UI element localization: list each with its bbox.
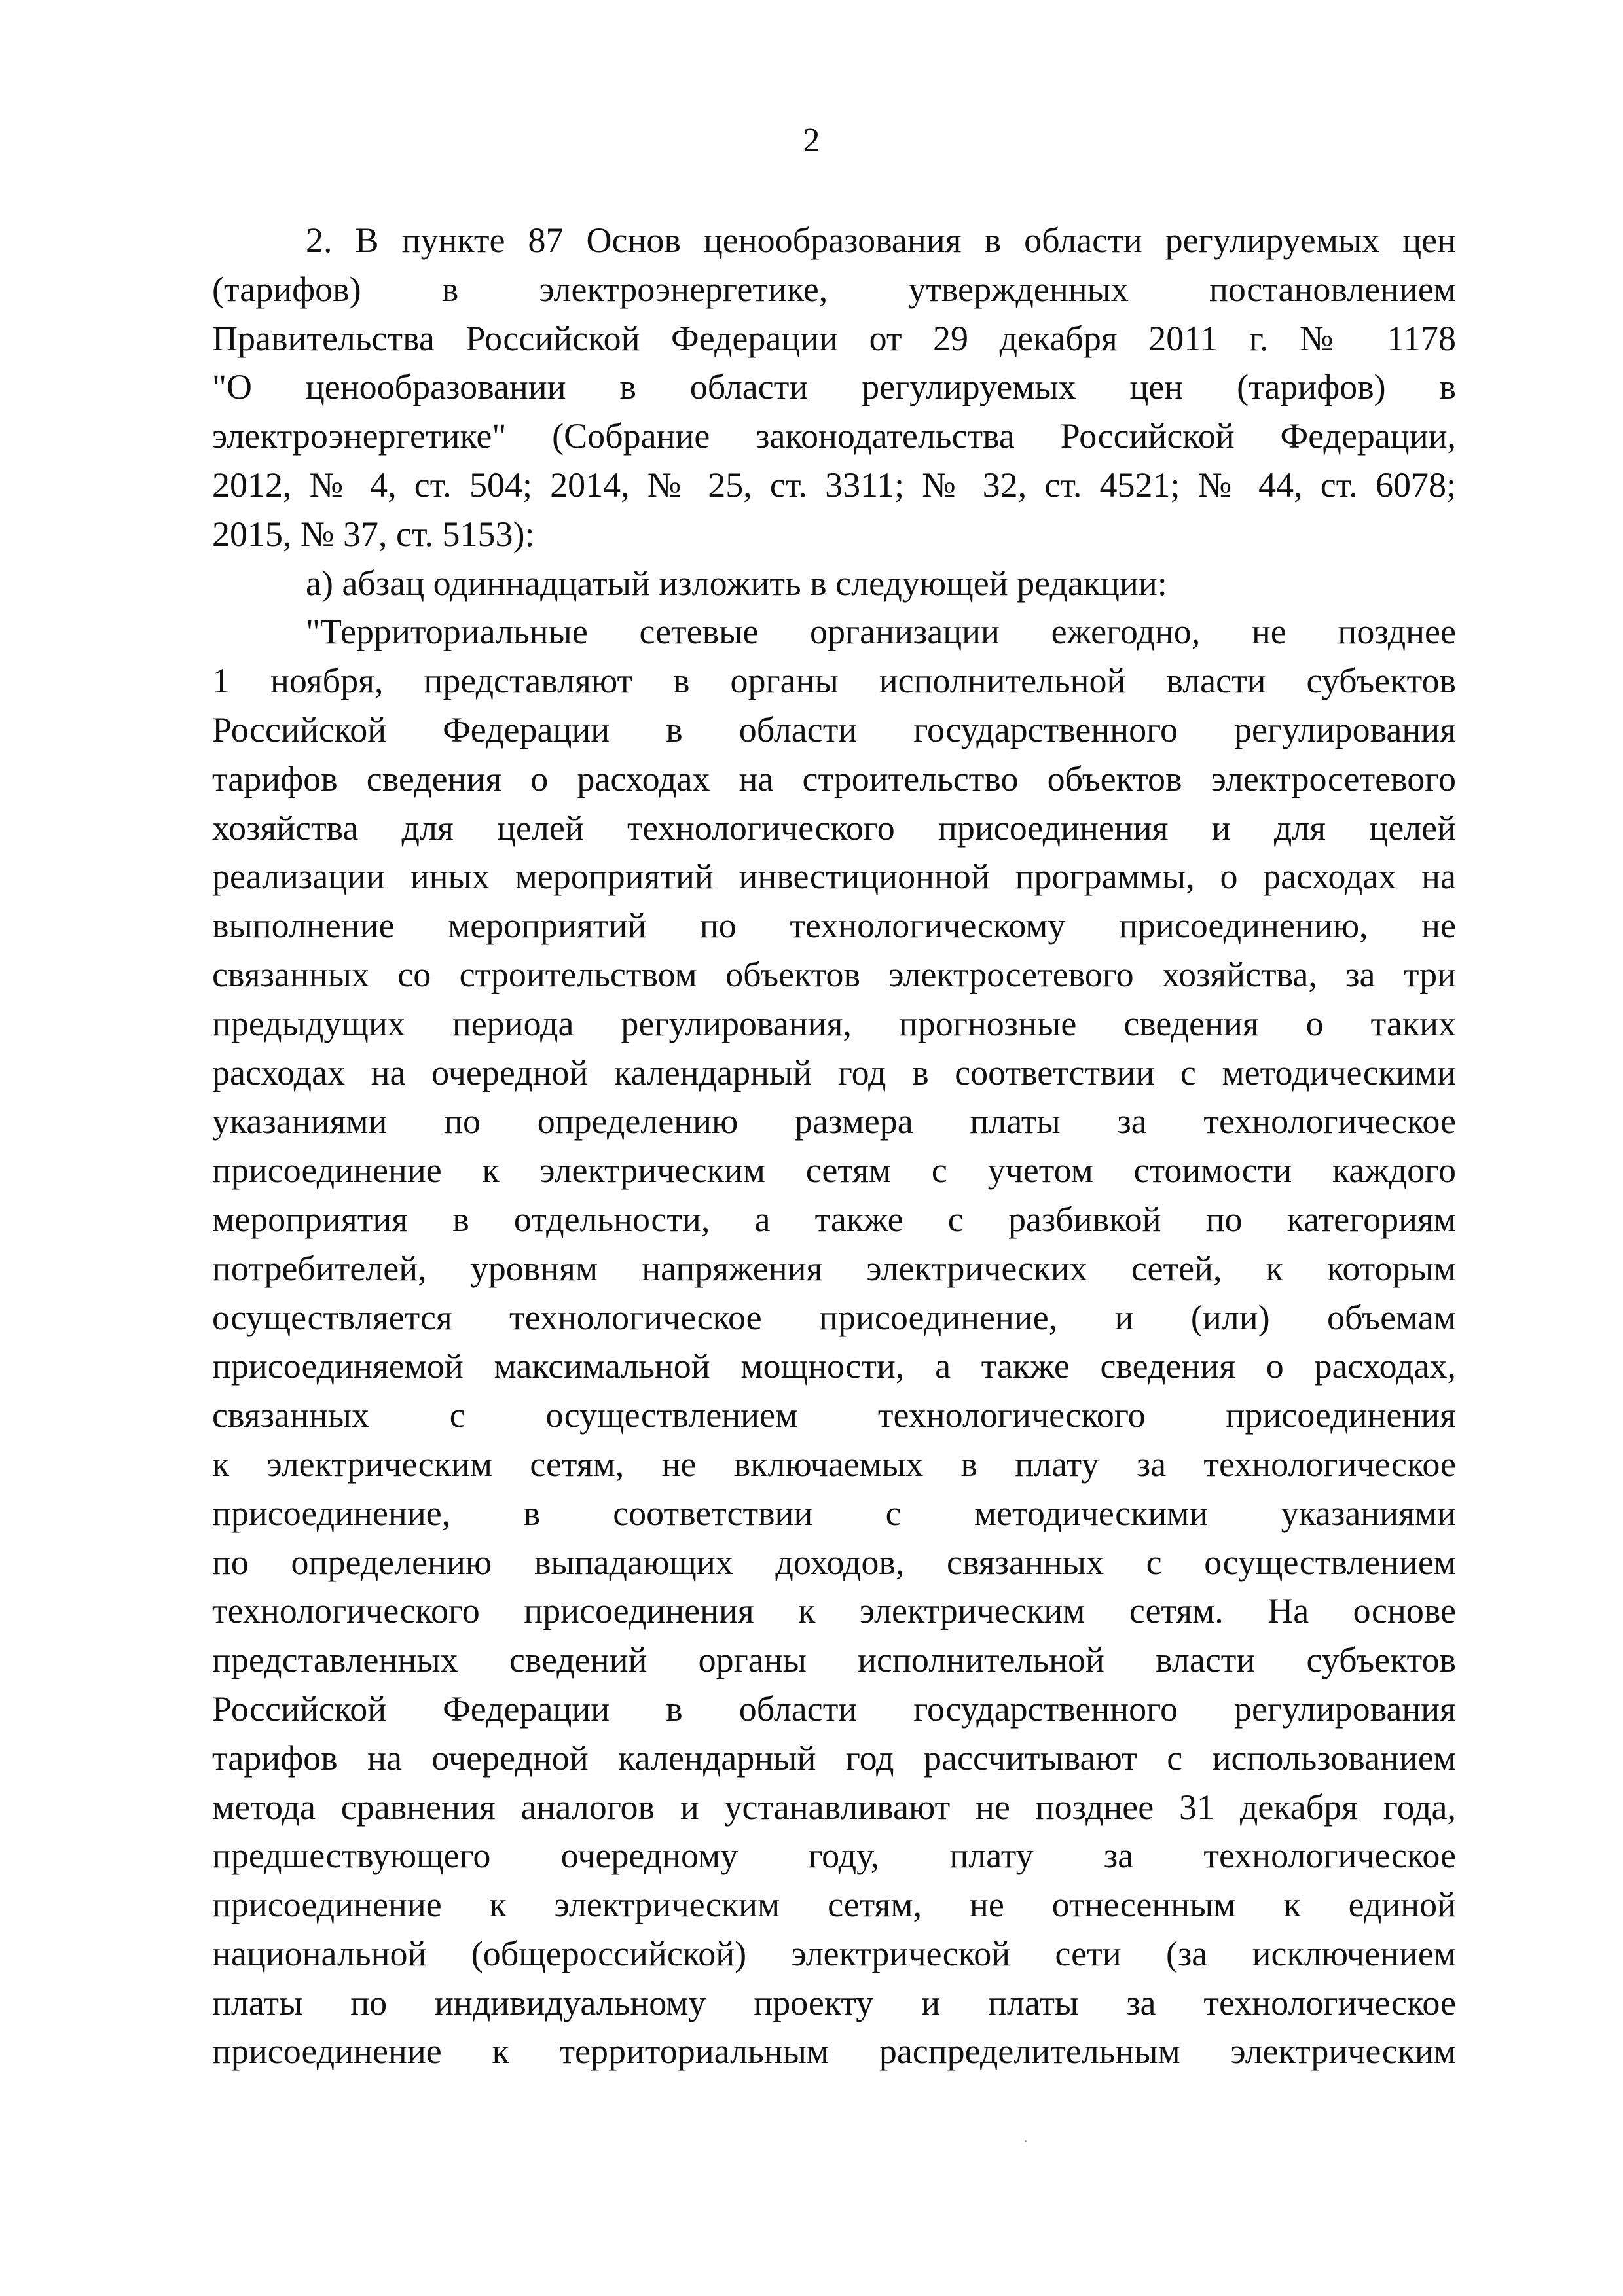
text-line: Российской Федерации в области государственного регулирования [212, 1689, 1456, 1729]
text-line: предыдущих периода регулирования, прогнозные сведения о таких [212, 1003, 1456, 1043]
text-line: присоединение к электрическим сетям с учетом стоимости каждого [212, 1151, 1456, 1191]
text-line: связанных с осуществлением технологического присоединения [212, 1395, 1456, 1435]
scan-speck [1025, 2140, 1027, 2142]
text-line: связанных со строительством объектов электросетевого хозяйства, за три [212, 954, 1456, 994]
text-line: электроэнергетике" (Собрание законодательства Российской Федерации, [212, 416, 1456, 456]
text-line: Российской Федерации в области государственного регулирования [212, 709, 1456, 749]
text-line: 2. В пункте 87 Основ ценообразования в области регулируемых цен [306, 221, 1456, 260]
text-line: представленных сведений органы исполнительной власти субъектов [212, 1640, 1456, 1680]
text-line: тарифов сведения о расходах на строительство объектов электросетевого [212, 759, 1456, 798]
text-line: 1 ноября, представляют в органы исполнительной власти субъектов [212, 661, 1456, 701]
text-line: 2012, № 4, ст. 504; 2014, № 25, ст. 3311; № 32, ст. 4521; № 44, ст. 6078; [212, 465, 1456, 505]
text-line: к электрическим сетям, не включаемых в плату за технологическое [212, 1444, 1456, 1484]
text-line: платы по индивидуальному проекту и платы за технологическое [212, 1982, 1456, 2022]
text-line: осуществляется технологическое присоединение, и (или) объемам [212, 1297, 1456, 1337]
text-line: присоединяемой максимальной мощности, а также сведения о расходах, [212, 1346, 1456, 1386]
text-line: технологического присоединения к электрическим сетям. На основе [212, 1591, 1456, 1631]
text-line: 2015, № 37, ст. 5153): [212, 514, 535, 554]
text-line: потребителей, уровням напряжения электрических сетей, к которым [212, 1248, 1456, 1288]
text-line: Правительства Российской Федерации от 29 декабря 2011 г. № 1178 [212, 318, 1456, 358]
page-number: 2 [803, 122, 820, 159]
text-line: национальной (общероссийской) электрической сети (за исключением [212, 1933, 1456, 1973]
text-line: присоединение, в соответствии с методическими указаниями [212, 1493, 1456, 1533]
text-line: присоединение к территориальным распределительным электрическим [212, 2032, 1456, 2072]
text-line: по определению выпадающих доходов, связанных с осуществлением [212, 1542, 1456, 1582]
text-line: метода сравнения аналогов и устанавливают не позднее 31 декабря года, [212, 1787, 1456, 1827]
text-line: мероприятия в отдельности, а также с разбивкой по категориям [212, 1199, 1456, 1239]
text-line: реализации иных мероприятий инвестиционной программы, о расходах на [212, 857, 1456, 897]
body-text [212, 216, 1456, 2076]
text-line: присоединение к электрическим сетям, не отнесенным к единой [212, 1885, 1456, 1925]
text-line: "О ценообразовании в области регулируемых цен (тарифов) в [212, 367, 1456, 407]
text-line: расходах на очередной календарный год в соответствии с методическими [212, 1052, 1456, 1092]
text-line: а) абзац одиннадцатый изложить в следующей редакции: [306, 563, 1167, 603]
text-line: выполнение мероприятий по технологическому присоединению, не [212, 906, 1456, 946]
text-line: тарифов на очередной календарный год рассчитывают с использованием [212, 1738, 1456, 1778]
text-line: указаниями по определению размера платы за технологическое [212, 1102, 1456, 1141]
text-line: хозяйства для целей технологического присоединения и для целей [212, 808, 1456, 848]
text-line: "Территориальные сетевые организации ежегодно, не позднее [306, 612, 1456, 652]
text-line: предшествующего очередному году, плату за технологическое [212, 1836, 1456, 1876]
text-line: (тарифов) в электроэнергетике, утвержденных постановлением [212, 269, 1456, 309]
